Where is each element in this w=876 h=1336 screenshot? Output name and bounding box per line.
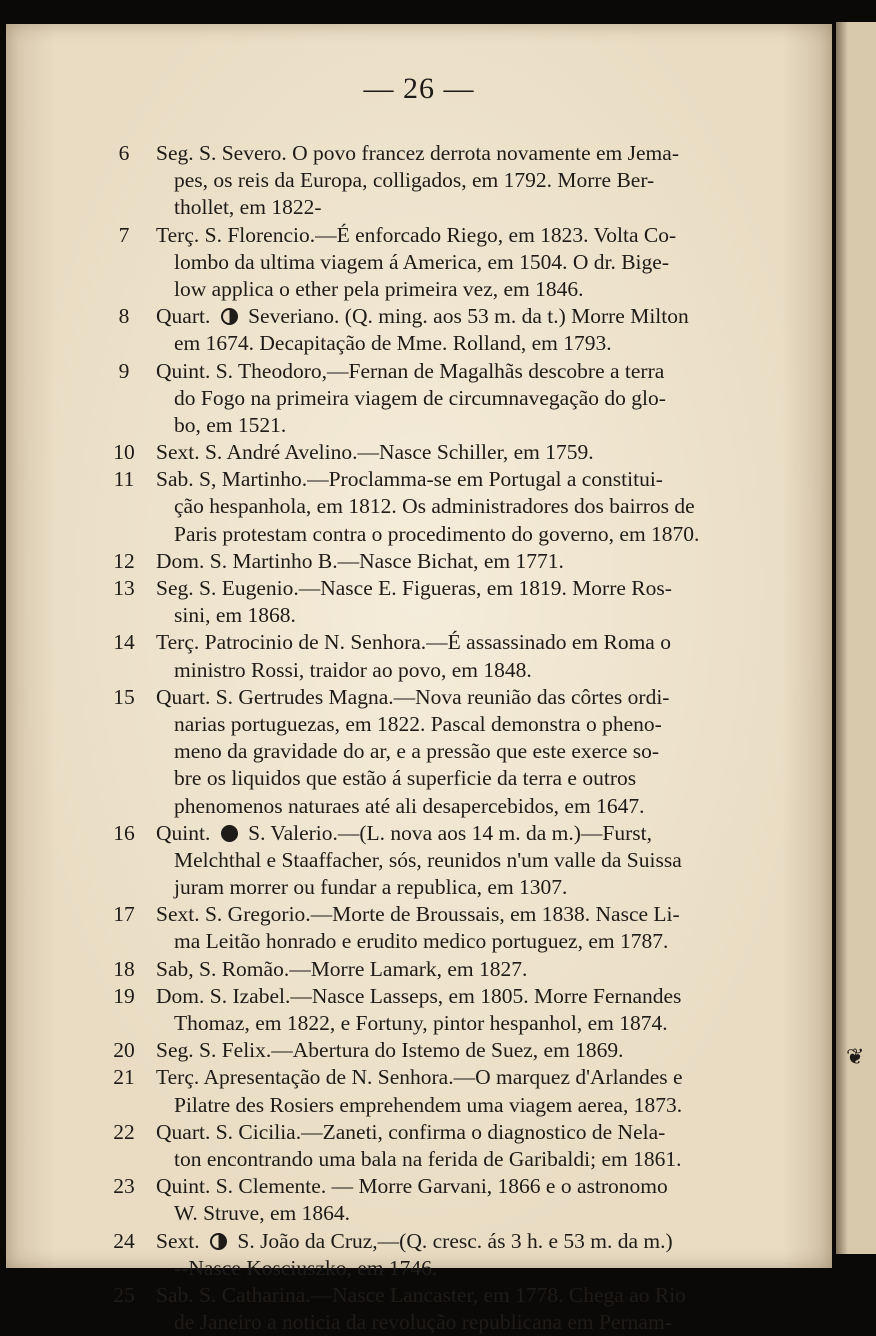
entry-text: Terç. Patrocinio de N. Senhora.—É assassinado em Roma o <box>156 630 671 655</box>
day-number: 23 <box>113 1174 135 1199</box>
moon-phase-icon <box>221 825 238 842</box>
day-number: 11 <box>113 467 135 492</box>
day-number: 19 <box>113 983 135 1008</box>
entry-line <box>6 1282 832 1309</box>
entry-text: Thomaz, em 1822, e Fortuny, pintor hespanhol, em 1874. <box>174 1011 668 1035</box>
book-page <box>6 24 832 1335</box>
entry-line <box>6 575 832 602</box>
entry-line <box>6 1092 832 1119</box>
entry-text: Quint. S. Valerio.—(L. nova aos 14 m. da m.)—Furst, <box>156 820 652 845</box>
entry-text: Dom. S. Martinho B.—Nasce Bichat, em 1771. <box>156 548 564 573</box>
entry-line <box>6 167 832 194</box>
almanac-entries <box>6 140 832 1336</box>
entry-line <box>6 521 832 548</box>
entry-line <box>6 385 832 412</box>
entry-text: em 1674. Decapitação de Mme. Rolland, em 1793. <box>174 331 612 356</box>
entry-line <box>6 222 832 249</box>
entry-text: ministro Rossi, traidor ao povo, em 1848. <box>174 657 532 682</box>
entry-text: Sab, S. Romão.—Morre Lamark, em 1827. <box>156 956 528 981</box>
entry-line <box>6 1010 832 1037</box>
entry-line <box>6 1309 832 1336</box>
day-number: 10 <box>113 440 135 465</box>
entry-day-6 <box>6 140 832 222</box>
entry-line <box>6 276 832 303</box>
entry-line <box>6 684 832 711</box>
day-number: 20 <box>113 1038 135 1063</box>
entry-line <box>6 1200 832 1227</box>
entry-day-10 <box>6 439 832 466</box>
entry-day-25 <box>6 1282 832 1336</box>
entry-text: phenomenos naturaes até ali desapercebidos, em 1647. <box>174 793 645 818</box>
entry-text: low applica o ether pela primeira vez, em 1846. <box>174 276 584 301</box>
entry-text: de Janeiro a noticia da revolução republicana em Pernam- <box>174 1310 672 1335</box>
entry-day-11 <box>6 466 832 548</box>
entry-text: sini, em 1868. <box>174 603 296 628</box>
day-number: 17 <box>113 902 135 927</box>
entry-text: Sext. S. Gregorio.—Morte de Broussais, em 1838. Nasce Li- <box>156 902 680 927</box>
day-number: 18 <box>113 956 135 981</box>
entry-day-21 <box>6 1064 832 1118</box>
entry-line <box>6 820 832 847</box>
entry-line <box>6 1037 832 1064</box>
entry-text: Quart. S. Gertrudes Magna.—Nova reunião das côrtes ordi- <box>156 684 670 709</box>
day-number: 8 <box>118 304 130 329</box>
entry-text: Dom. S. Izabel.—Nasce Lasseps, em 1805. Morre Fernandes <box>156 983 682 1008</box>
entry-text: Quint. S. Clemente. — Morre Garvani, 1866 e o astronomo <box>156 1174 668 1199</box>
entry-text: bo, em 1521. <box>174 412 287 437</box>
entry-line <box>6 793 832 820</box>
entry-line <box>6 738 832 765</box>
entry-day-15 <box>6 684 832 820</box>
entry-day-23 <box>6 1173 832 1227</box>
entry-line <box>6 765 832 792</box>
entry-text: Seg. S. Severo. O povo francez derrota novamente em Jema- <box>156 141 679 165</box>
entry-line <box>6 249 832 276</box>
day-number: 22 <box>113 1119 135 1144</box>
entry-line <box>6 711 832 738</box>
entry-text: bre os liquidos que estão á superficie da terra e outros <box>174 766 637 791</box>
entry-line <box>6 874 832 901</box>
entry-line <box>6 493 832 520</box>
entry-line <box>6 602 832 629</box>
entry-text: --Nasce Kosciuszko, em 1746. <box>174 1255 438 1280</box>
entry-day-17 <box>6 901 832 955</box>
entry-line <box>6 330 832 357</box>
entry-text: pes, os reis da Europa, colligados, em 1792. Morre Ber- <box>174 168 655 193</box>
day-number: 16 <box>113 820 135 845</box>
entry-text: juram morrer ou fundar a republica, em 1307. <box>174 875 568 900</box>
entry-text: Sab. S, Martinho.—Proclamma-se em Portugal a constitui- <box>156 467 663 492</box>
entry-line <box>6 548 832 575</box>
entry-day-18 <box>6 956 832 983</box>
entry-day-13 <box>6 575 832 629</box>
entry-line <box>6 1064 832 1091</box>
entry-line <box>6 194 832 221</box>
entry-line <box>6 847 832 874</box>
entry-day-20 <box>6 1037 832 1064</box>
entry-line <box>6 1228 832 1255</box>
entry-line <box>6 1146 832 1173</box>
entry-text: ton encontrando uma bala na ferida de Garibaldi; em 1861. <box>174 1146 682 1171</box>
entry-text: Sext. S. João da Cruz,—(Q. cresc. ás 3 h. e 53 m. da m.) <box>156 1228 673 1253</box>
entry-line <box>6 303 832 330</box>
entry-line <box>6 629 832 656</box>
entry-line <box>6 983 832 1010</box>
entry-line <box>6 657 832 684</box>
day-number: 6 <box>118 141 130 165</box>
entry-day-22 <box>6 1119 832 1173</box>
entry-text: W. Struve, em 1864. <box>174 1201 350 1226</box>
entry-day-16 <box>6 820 832 902</box>
moon-phase-icon <box>210 1233 227 1250</box>
entry-text: narias portuguezas, em 1822. Pascal demonstra o pheno- <box>174 711 662 736</box>
day-number: 7 <box>118 222 130 247</box>
entry-text: Quart. Severiano. (Q. ming. aos 53 m. da t.) Morre Milton <box>156 304 689 329</box>
entry-text: Quart. S. Cicilia.—Zaneti, confirma o diagnostico de Nela- <box>156 1119 666 1144</box>
entry-line <box>6 1119 832 1146</box>
entry-text: lombo da ultima viagem á America, em 1504. O dr. Bige- <box>174 249 669 274</box>
day-number: 24 <box>113 1228 135 1253</box>
day-number: 15 <box>113 684 135 709</box>
entry-line <box>6 1255 832 1282</box>
entry-line <box>6 956 832 983</box>
page-number: — 26 — <box>363 72 475 105</box>
entry-day-19 <box>6 983 832 1037</box>
entry-day-14 <box>6 629 832 683</box>
entry-text: ma Leitão honrado e erudito medico portuguez, em 1787. <box>174 929 669 954</box>
entry-day-8 <box>6 303 832 357</box>
entry-line <box>6 358 832 385</box>
entry-text: Seg. S. Felix.—Abertura do Istemo de Suez, em 1869. <box>156 1038 624 1063</box>
entry-text: Sext. S. André Avelino.—Nasce Schiller, em 1759. <box>156 440 594 465</box>
day-number: 12 <box>113 548 135 573</box>
entry-line <box>6 901 832 928</box>
entry-text: thollet, em 1822- <box>174 195 322 220</box>
ornament-mark: ❦ <box>846 1044 865 1069</box>
moon-phase-icon <box>221 308 238 325</box>
day-number: 9 <box>118 358 130 383</box>
entry-text: Paris protestam contra o procedimento do governo, em 1870. <box>174 521 700 546</box>
entry-text: Terç. Apresentação de N. Senhora.—O marquez d'Arlandes e <box>156 1065 683 1090</box>
day-number: 21 <box>113 1065 135 1090</box>
entry-text: ção hespanhola, em 1812. Os administradores dos bairros de <box>174 494 695 519</box>
entry-line <box>6 1173 832 1200</box>
entry-day-12 <box>6 548 832 575</box>
entry-text: Seg. S. Eugenio.—Nasce E. Figueras, em 1819. Morre Ros- <box>156 576 672 600</box>
entry-text: Terç. S. Florencio.—É enforcado Riego, em 1823. Volta Co- <box>156 222 677 247</box>
entry-text: Quint. S. Theodoro,—Fernan de Magalhãs descobre a terra <box>156 358 665 383</box>
entry-text: Pilatre des Rosiers emprehendem uma viagem aerea, 1873. <box>174 1092 683 1117</box>
entry-text: Sab. S. Catharina.—Nasce Lancaster, em 1778. Chega ao Rio <box>156 1282 686 1307</box>
day-number: 25 <box>113 1282 135 1307</box>
entry-line <box>6 928 832 955</box>
entry-day-24 <box>6 1228 832 1282</box>
entry-text: do Fogo na primeira viagem de circumnavegação do glo- <box>174 385 666 410</box>
entry-line <box>6 439 832 466</box>
day-number: 13 <box>113 576 135 600</box>
entry-day-7 <box>6 222 832 304</box>
entry-day-9 <box>6 358 832 440</box>
entry-text: meno da gravidade do ar, e a pressão que este exerce so- <box>174 739 660 764</box>
entry-line <box>6 140 832 167</box>
day-number: 14 <box>113 630 135 655</box>
entry-text: Melchthal e Staaffacher, sós, reunidos n'um valle da Suissa <box>174 847 682 872</box>
entry-line <box>6 466 832 493</box>
entry-line <box>6 412 832 439</box>
